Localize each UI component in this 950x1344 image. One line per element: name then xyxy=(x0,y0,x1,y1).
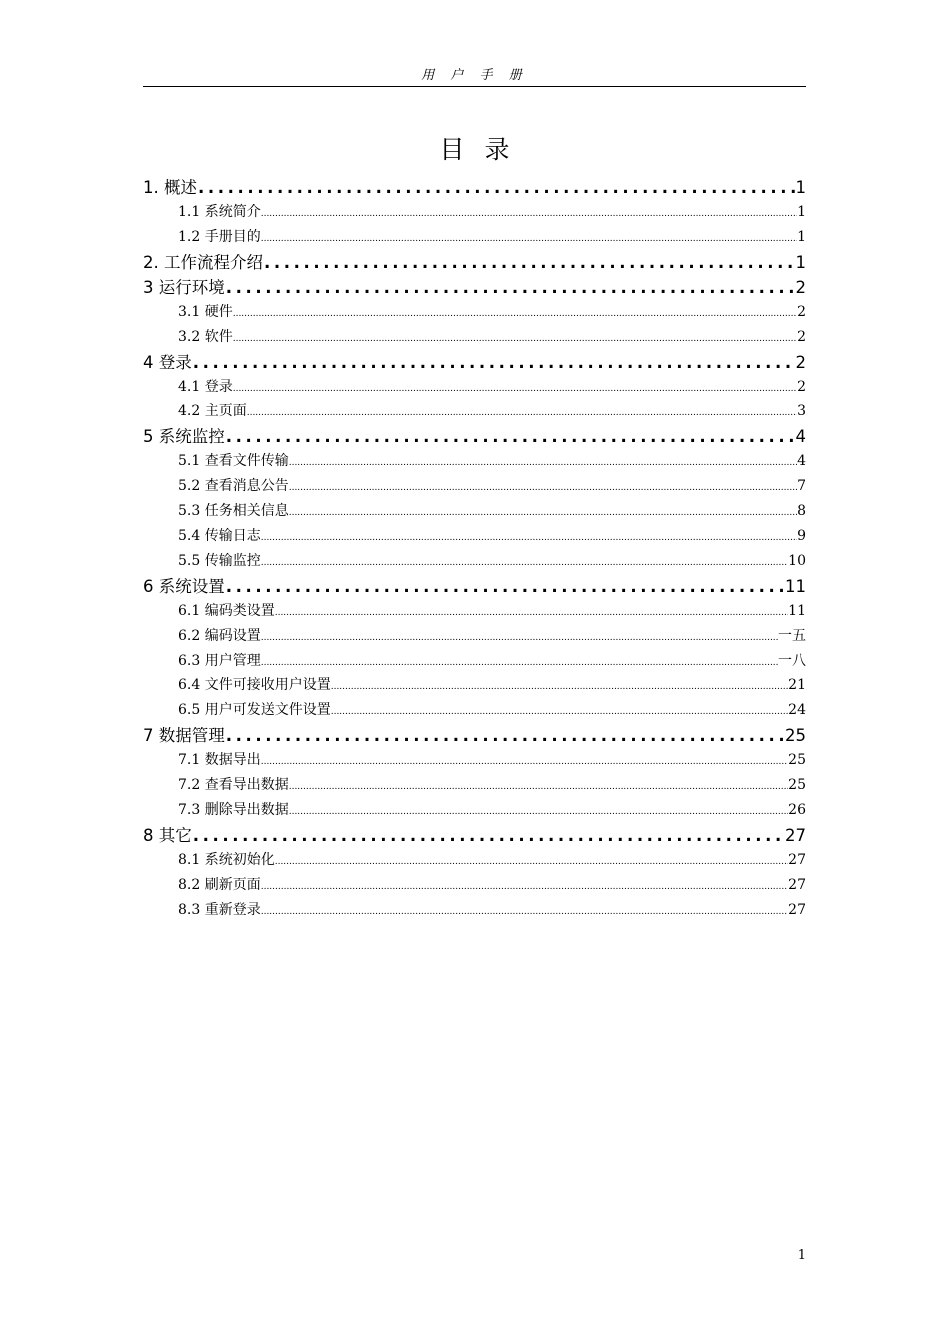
toc-entry-page: 24 xyxy=(788,702,806,719)
toc-section-entry[interactable] xyxy=(143,873,806,898)
toc-chapter-entry[interactable] xyxy=(143,250,806,275)
toc-entry-label: 5.1 查看文件传输 xyxy=(178,453,289,470)
toc-section-entry[interactable] xyxy=(143,649,806,674)
toc-entry-page: 4 xyxy=(795,427,806,447)
toc-entry-label: 6.2 编码设置 xyxy=(178,627,261,644)
toc-entry-label: 5.2 查看消息公告 xyxy=(178,478,289,495)
toc-entry-page: 1 xyxy=(795,252,806,272)
toc-entry-page: 一八 xyxy=(778,652,806,669)
toc-entry-page: 2 xyxy=(795,352,806,372)
toc-entry-label: 8.2 刷新页面 xyxy=(178,876,261,893)
toc-entry-page: 27 xyxy=(788,901,806,918)
toc-entry-label: 3.1 硬件 xyxy=(178,303,233,320)
toc-section-entry[interactable] xyxy=(143,848,806,873)
toc-entry-page: 27 xyxy=(788,876,806,893)
table-of-contents xyxy=(143,175,806,923)
toc-entry-page: 27 xyxy=(785,825,806,845)
toc-dot-leader xyxy=(192,350,796,375)
toc-entry-label: 4 登录 xyxy=(143,352,192,372)
toc-entry-page: 2 xyxy=(797,378,806,395)
toc-entry-label: 8 其它 xyxy=(143,825,192,845)
toc-entry-label: 8.1 系统初始化 xyxy=(178,851,275,868)
toc-dot-leader xyxy=(261,202,797,227)
toc-dot-leader xyxy=(192,823,785,848)
toc-dot-leader xyxy=(289,800,788,825)
toc-dot-leader xyxy=(331,675,788,700)
toc-entry-label: 6.5 用户可发送文件设置 xyxy=(178,702,331,719)
toc-entry-page: 10 xyxy=(788,552,806,569)
toc-entry-label: 1.2 手册目的 xyxy=(178,228,261,245)
toc-entry-page: 25 xyxy=(785,726,806,746)
toc-section-entry[interactable] xyxy=(143,524,806,549)
toc-dot-leader xyxy=(289,501,797,526)
toc-entry-label: 4.2 主页面 xyxy=(178,403,247,420)
toc-dot-leader xyxy=(225,424,796,449)
toc-entry-page: 27 xyxy=(788,851,806,868)
toc-dot-leader xyxy=(289,476,797,501)
toc-entry-page: 25 xyxy=(788,777,806,794)
toc-entry-page: 1 xyxy=(797,204,806,220)
toc-dot-leader xyxy=(289,775,788,800)
toc-entry-page: 8 xyxy=(797,503,806,520)
toc-section-entry[interactable] xyxy=(143,375,806,400)
toc-section-entry[interactable] xyxy=(143,698,806,723)
toc-dot-leader xyxy=(233,327,797,352)
toc-chapter-entry[interactable] xyxy=(143,723,806,748)
toc-entry-page: 1 xyxy=(797,228,806,245)
toc-chapter-entry[interactable] xyxy=(143,574,806,599)
toc-section-entry[interactable] xyxy=(143,748,806,773)
toc-entry-page: 9 xyxy=(797,528,806,545)
toc-section-entry[interactable] xyxy=(143,200,806,225)
toc-entry-label: 5.4 传输日志 xyxy=(178,528,261,545)
toc-chapter-entry[interactable] xyxy=(143,175,806,200)
toc-entry-label: 2. 工作流程介绍 xyxy=(143,252,263,272)
toc-dot-leader xyxy=(263,250,796,275)
toc-entry-label: 5.5 传输监控 xyxy=(178,552,261,569)
toc-entry-page: 25 xyxy=(788,752,806,769)
header-rule xyxy=(143,86,806,87)
toc-entry-label: 7.1 数据导出 xyxy=(178,752,261,769)
page-number: 1 xyxy=(797,1248,806,1263)
toc-entry-label: 3.2 软件 xyxy=(178,328,233,345)
toc-dot-leader xyxy=(233,377,797,402)
toc-entry-label: 6.1 编码类设置 xyxy=(178,602,275,619)
toc-section-entry[interactable] xyxy=(143,773,806,798)
toc-entry-page: 11 xyxy=(785,576,806,596)
toc-chapter-entry[interactable] xyxy=(143,350,806,375)
toc-entry-label: 7.3 删除导出数据 xyxy=(178,802,289,819)
toc-dot-leader xyxy=(261,875,788,900)
toc-dot-leader xyxy=(331,700,788,725)
toc-dot-leader xyxy=(275,601,788,626)
toc-chapter-entry[interactable] xyxy=(143,275,806,300)
toc-entry-page: 21 xyxy=(788,677,806,694)
toc-entry-page: 26 xyxy=(788,802,806,819)
toc-entry-label: 6.4 文件可接收用户设置 xyxy=(178,677,331,694)
toc-dot-leader xyxy=(289,451,797,476)
toc-entry-page: 11 xyxy=(788,602,806,619)
running-header: 用 户 手 册 xyxy=(421,68,528,83)
toc-chapter-entry[interactable] xyxy=(143,424,806,449)
toc-entry-label: 8.3 重新登录 xyxy=(178,901,261,918)
toc-dot-leader xyxy=(261,227,797,252)
toc-section-entry[interactable] xyxy=(143,399,806,424)
toc-dot-leader xyxy=(247,401,797,426)
toc-entry-label: 7.2 查看导出数据 xyxy=(178,777,289,794)
toc-entry-label: 6.3 用户管理 xyxy=(178,652,261,669)
toc-section-entry[interactable] xyxy=(143,549,806,574)
toc-section-entry[interactable] xyxy=(143,798,806,823)
toc-section-entry[interactable] xyxy=(143,325,806,350)
toc-chapter-entry[interactable] xyxy=(143,823,806,848)
toc-entry-label: 3 运行环境 xyxy=(143,277,225,297)
toc-entry-page: 2 xyxy=(797,328,806,345)
toc-section-entry[interactable] xyxy=(143,898,806,923)
toc-dot-leader xyxy=(261,750,788,775)
toc-dot-leader xyxy=(225,574,785,599)
toc-entry-page: 一五 xyxy=(778,627,806,644)
toc-dot-leader xyxy=(233,302,797,327)
toc-dot-leader xyxy=(261,626,778,651)
toc-dot-leader xyxy=(261,900,788,925)
toc-entry-label: 5.3 任务相关信息 xyxy=(178,503,289,520)
toc-entry-label: 4.1 登录 xyxy=(178,378,233,395)
toc-section-entry[interactable] xyxy=(143,673,806,698)
toc-entry-label: 5 系统监控 xyxy=(143,427,225,447)
toc-section-entry[interactable] xyxy=(143,300,806,325)
toc-title: 目录 xyxy=(439,135,530,164)
toc-section-entry[interactable] xyxy=(143,474,806,499)
toc-dot-leader xyxy=(261,551,788,576)
toc-dot-leader xyxy=(275,850,788,875)
toc-section-entry[interactable] xyxy=(143,225,806,250)
toc-section-entry[interactable] xyxy=(143,499,806,524)
toc-entry-label: 1.1 系统简介 xyxy=(178,204,261,220)
toc-dot-leader xyxy=(225,723,785,748)
toc-dot-leader xyxy=(225,275,796,300)
toc-dot-leader xyxy=(197,175,796,200)
toc-section-entry[interactable] xyxy=(143,449,806,474)
toc-entry-page: 3 xyxy=(797,403,806,420)
toc-entry-label: 6 系统设置 xyxy=(143,576,225,596)
toc-dot-leader xyxy=(261,651,778,676)
toc-entry-page: 4 xyxy=(797,453,806,470)
toc-entry-page: 1 xyxy=(795,178,806,197)
toc-entry-page: 7 xyxy=(797,478,806,495)
toc-entry-label: 1. 概述 xyxy=(143,178,197,197)
toc-dot-leader xyxy=(261,526,797,551)
toc-section-entry[interactable] xyxy=(143,599,806,624)
toc-entry-page: 2 xyxy=(797,303,806,320)
toc-entry-label: 7 数据管理 xyxy=(143,726,225,746)
toc-entry-page: 2 xyxy=(795,277,806,297)
toc-section-entry[interactable] xyxy=(143,624,806,649)
